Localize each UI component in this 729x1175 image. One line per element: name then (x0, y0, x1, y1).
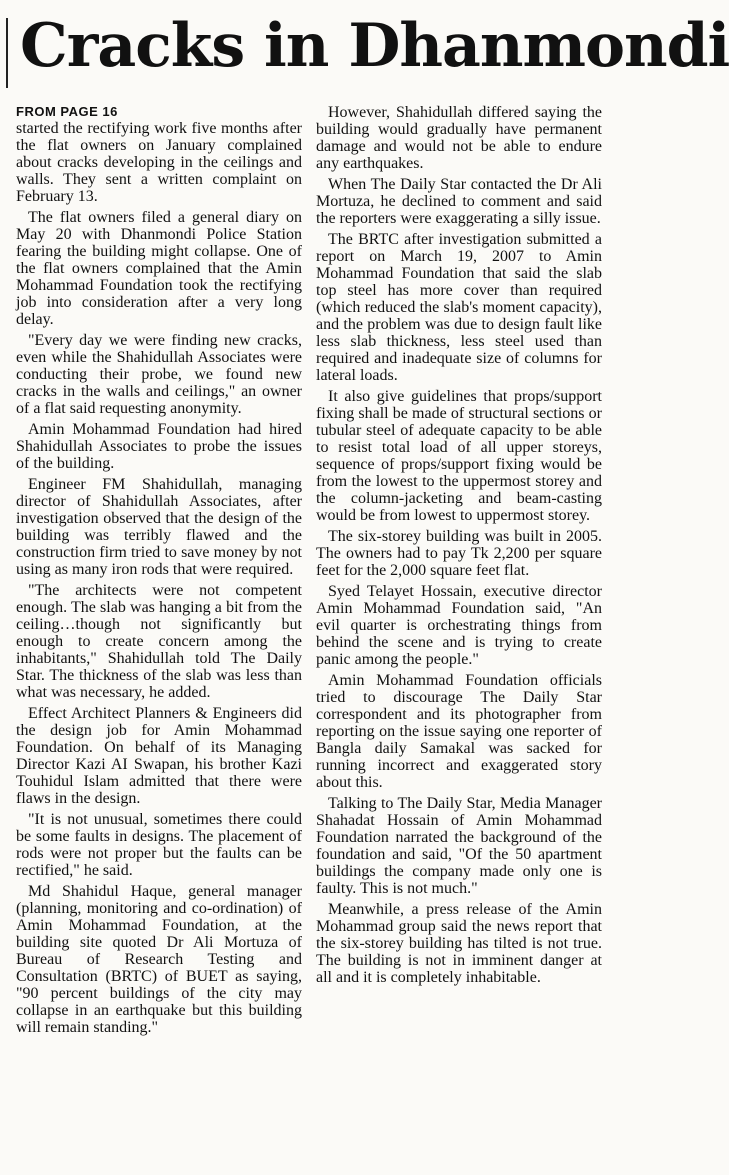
paragraph: It also give guidelines that props/support fixing shall be made of structural sections or tubular steel of adequate capacity to be able to resist total load of all upper storeys, sequence of props/support fixing would be from the lowest to the uppermost storey and the column-jacketing and beam-casting would be from lowest to uppermost storey. (316, 388, 602, 524)
paragraph: Effect Architect Planners & Engineers did the design job for Amin Mohammad Foundation. On behalf of its Managing Director Kazi AI Swapan, his brother Kazi Touhidul Islam admitted that there were flaws in the design. (16, 705, 302, 807)
paragraph: Talking to The Daily Star, Media Manager Shahadat Hossain of Amin Mohammad Foundation narrated the background of the foundation and said, "Of the 50 apartment buildings the company made only one is faulty. This is not much." (316, 795, 602, 897)
paragraph: When The Daily Star contacted the Dr Ali Mortuza, he declined to comment and said the reporters were exaggerating a silly issue. (316, 176, 602, 227)
paragraph: started the rectifying work five months after the flat owners on January complained about cracks developing in the ceilings and walls. They sent a written complaint on February 13. (16, 120, 302, 205)
paragraph: Meanwhile, a press release of the Amin Mohammad group said the news report that the six-storey building has tilted is not true. The building is not in imminent danger at all and it is completely inhabitable. (316, 901, 602, 986)
column-left (16, 104, 302, 1040)
paragraph: Engineer FM Shahidullah, managing director of Shahidullah Associates, after investigation observed that the design of the building was terribly flawed and the construction firm tried to save money by not using as many iron rods that were required. (16, 476, 302, 578)
left-rule (6, 18, 8, 88)
paragraph: The BRTC after investigation submitted a report on March 19, 2007 to Amin Mohammad Foundation that said the slab top steel has more cover than required (which reduced the slab's moment capacity), and the problem was due to design fault like less slab thickness, less steel used than required and inadequate size of columns for lateral loads. (316, 231, 602, 384)
paragraph: Amin Mohammad Foundation had hired Shahidullah Associates to probe the issues of the building. (16, 421, 302, 472)
paragraph: The six-storey building was built in 2005. The owners had to pay Tk 2,200 per square feet for the 2,000 square feet flat. (316, 528, 602, 579)
paragraph: Amin Mohammad Foundation officials tried to discourage The Daily Star correspondent and its photographer from reporting on the issue saying one reporter of Bangla daily Samakal was sacked for running incorrect and exaggerated story about this. (316, 672, 602, 791)
paragraph: "Every day we were finding new cracks, even while the Shahidullah Associates were conducting their probe, we found new cracks in the walls and ceilings," an owner of a flat said requesting anonymity. (16, 332, 302, 417)
article-body (16, 104, 602, 1040)
paragraph: "The architects were not competent enough. The slab was hanging a bit from the ceiling…though not significantly but enough to create concern among the inhabitants," Shahidullah told The Daily Star. The thickness of the slab was less than what was necessary, he added. (16, 582, 302, 701)
kicker: FROM PAGE 16 (16, 104, 118, 119)
headline: Cracks in Dhanmondi (20, 11, 729, 81)
paragraph: "It is not unusual, sometimes there could be some faults in designs. The placement of rods were not proper but the faults can be rectified," he said. (16, 811, 302, 879)
paragraph: The flat owners filed a general diary on May 20 with Dhanmondi Police Station fearing the building might collapse. One of the flat owners complained that the Amin Mohammad Foundation took the rectifying job into consideration after a very long delay. (16, 209, 302, 328)
paragraph: However, Shahidullah differed saying the building would gradually have permanent damage and would not be able to endure any earthquakes. (316, 104, 602, 172)
paragraph: Md Shahidul Haque, general manager (planning, monitoring and co-ordination) of Amin Mohammad Foundation, at the building site quoted Dr Ali Mortuza of Bureau of Research Testing and Consultation (BRTC) of BUET as saying, "90 percent buildings of the city may collapse in an earthquake but this building will remain standing." (16, 883, 302, 1036)
paragraph: Syed Telayet Hossain, executive director Amin Mohammad Foundation said, "An evil quarter is orchestrating things from behind the scene and is trying to create panic among the people." (316, 583, 602, 668)
column-right (316, 104, 602, 1040)
